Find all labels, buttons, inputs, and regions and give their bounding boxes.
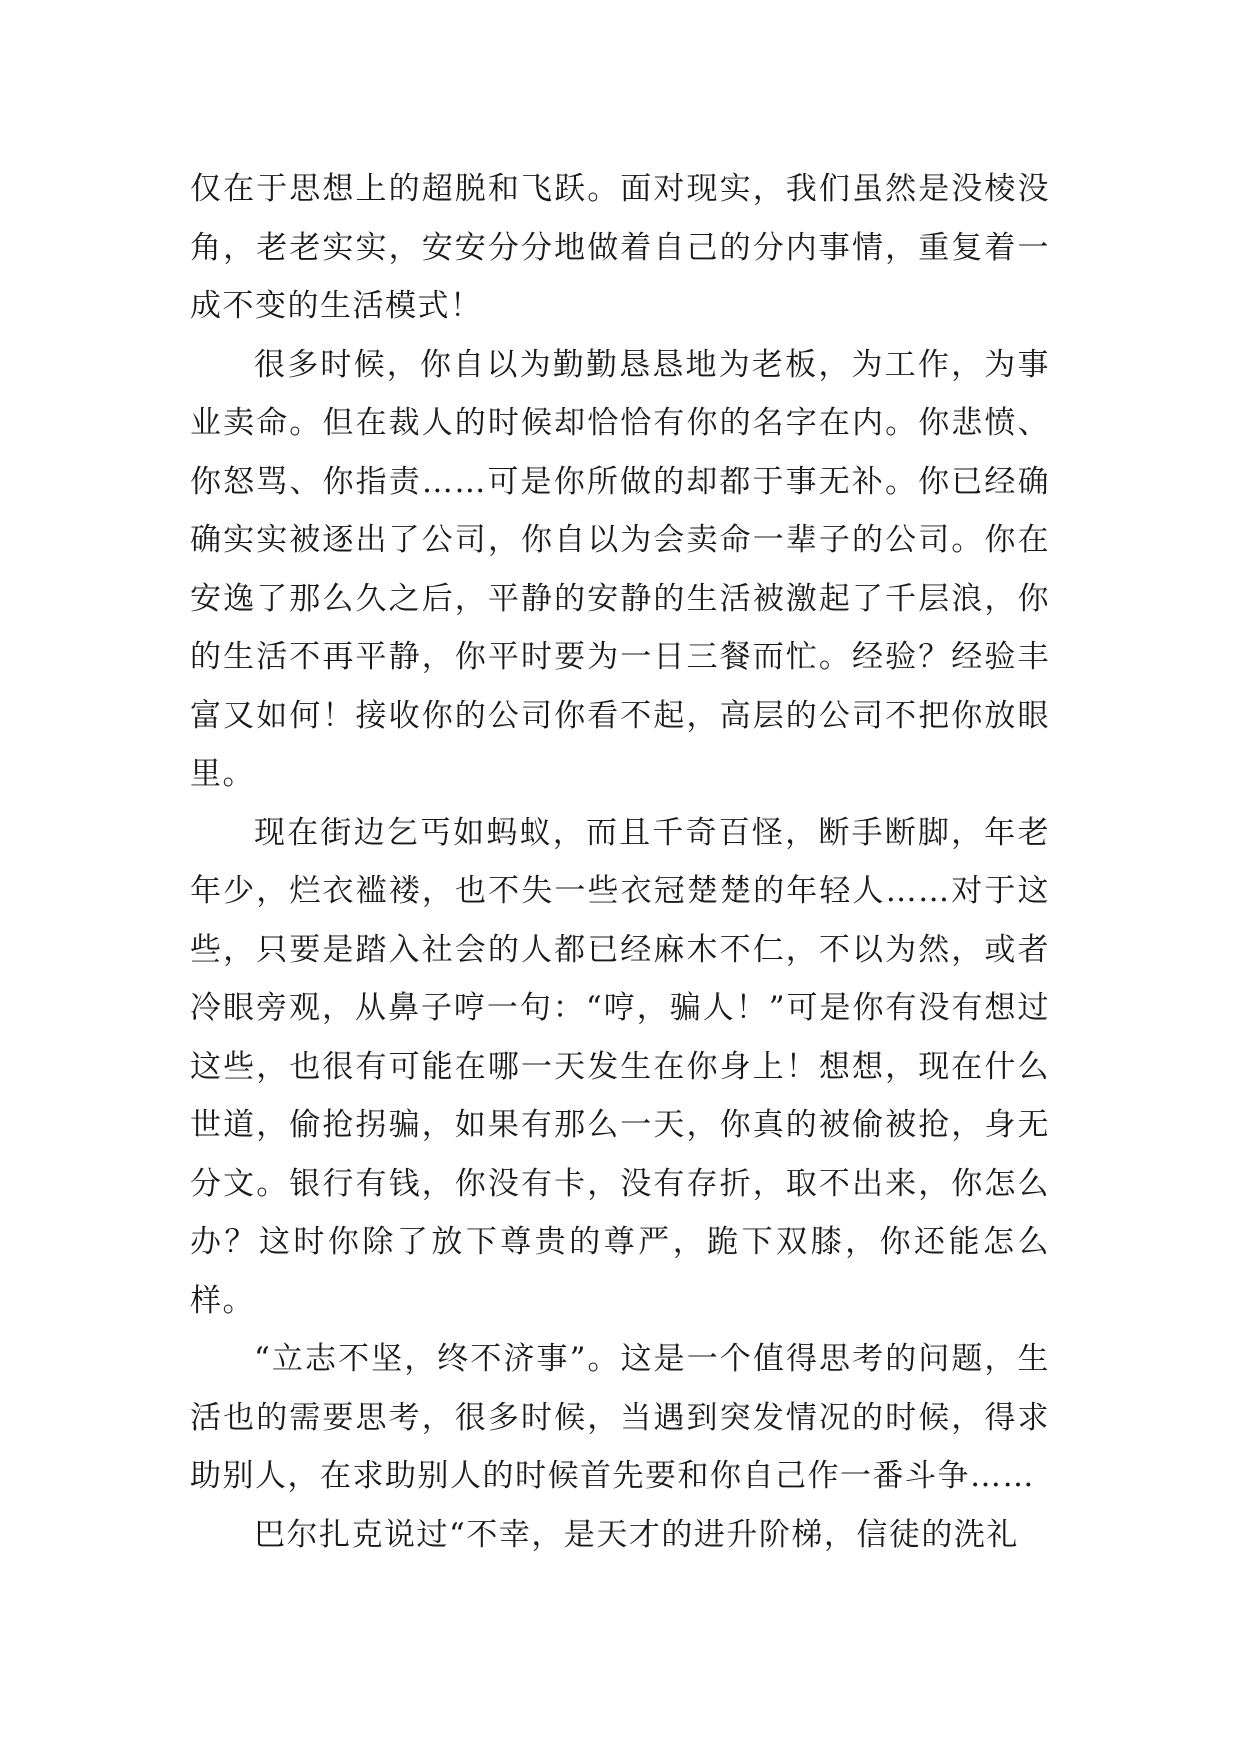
paragraph-4: “立志不坚，终不济事”。这是一个值得思考的问题，生活也的需要思考，很多时候，当遇到突发情况的时候，得求助别人，在求助别人的时候首先要和你自己作一番斗争…… bbox=[190, 1341, 1050, 1494]
paragraph-2: 很多时候，你自以为勤勤恳恳地为老板，为工作，为事业卖命。但在裁人的时候却恰恰有你的名字在内。你悲愤、你怒骂、你指责……可是你所做的却都于事无补。你已经确确实实被逐出了公司，你自以为会卖命一辈子的公司。你在安逸了那么久之后，平静的安静的生活被激起了千层浪，你的生活不再平静，你平时要为一日三餐而忙。经验？经验丰富又如何！接收你的公司你看不起，高层的公司不把你放眼里。 bbox=[190, 346, 1050, 792]
paragraph-3: 现在街边乞丐如蚂蚁，而且千奇百怪，断手断脚，年老年少，烂衣褴褛，也不失一些衣冠楚楚的年轻人……对于这些，只要是踏入社会的人都已经麻木不仁，不以为然，或者冷眼旁观，从鼻子哼一句：“哼，骗人！”可是你有没有想过这些，也很有可能在哪一天发生在你身上！想想，现在什么世道，偷抢拐骗，如果有那么一天，你真的被偷被抢，身无分文。银行有钱，你没有卡，没有存折，取不出来，你怎么办？这时你除了放下尊贵的尊严，跪下双膝，你还能怎么样。 bbox=[190, 814, 1050, 1319]
paragraph-5: 巴尔扎克说过“不幸，是天才的进升阶梯，信徒的洗礼 bbox=[254, 1516, 1019, 1553]
body-text bbox=[190, 160, 1050, 1564]
paragraph-1: 仅在于思想上的超脱和飞跃。面对现实，我们虽然是没棱没角，老老实实，安安分分地做着自己的分内事情，重复着一成不变的生活模式！ bbox=[190, 171, 1050, 324]
